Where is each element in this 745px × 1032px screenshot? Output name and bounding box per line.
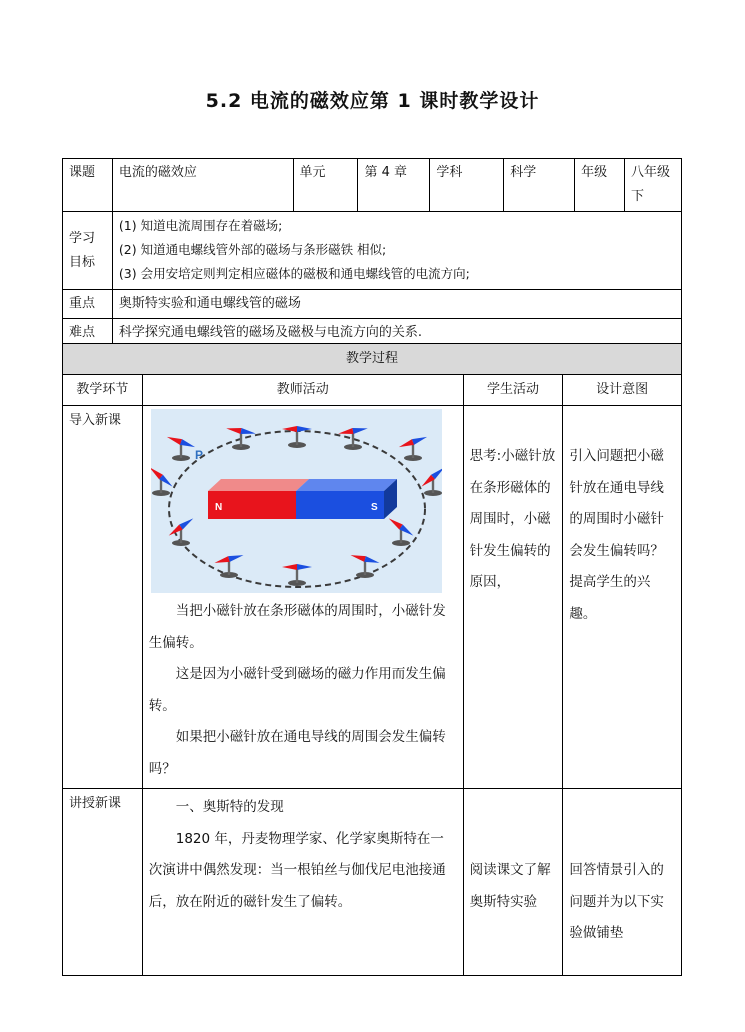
goals-list <box>112 212 681 290</box>
document-title: 5.2 电流的磁效应第 1 课时教学设计 <box>205 90 540 112</box>
table-row <box>63 789 682 976</box>
goal-item: (1) 知道电流周围存在着磁场; <box>118 218 283 233</box>
teacher-activity-cell <box>142 406 463 789</box>
subject-value: 科学 <box>504 159 575 212</box>
grade-line-1: 八年级 <box>631 165 671 180</box>
goal-item: (3) 会用安培定则判定相应磁体的磁极和通电螺线管的电流方向; <box>118 266 470 281</box>
goal-item: (2) 知道通电螺线管外部的磁场与条形磁铁 相似; <box>118 242 387 257</box>
stage-cell: 讲授新课 <box>63 789 143 976</box>
header-intent: 设计意图 <box>563 375 682 406</box>
design-intent-cell <box>563 406 682 789</box>
design-intent-text: 引入问题把小磁针放在通电导线的周围时小磁针会发生偏转吗？提高学生的兴趣。 <box>569 448 664 622</box>
grade-value <box>625 159 682 212</box>
topic-value: 电流的磁效应 <box>112 159 293 212</box>
magnet-s-label: S <box>370 502 378 513</box>
student-activity-text: 阅读课文了解奥斯特实验 <box>469 862 551 910</box>
point-p-label: P <box>194 448 203 462</box>
magnet-top-north <box>208 479 309 491</box>
goals-label <box>63 212 113 290</box>
student-activity-text: 思考:小磁针放在条形磁体的周围时，小磁针发生偏转的原因， <box>469 448 556 590</box>
magnet-top-south <box>296 479 397 491</box>
topic-label: 课题 <box>63 159 113 212</box>
student-activity-cell <box>463 789 563 976</box>
grade-line-2: 下 <box>631 189 645 204</box>
student-activity-cell <box>463 406 563 789</box>
teacher-activity-cell <box>142 789 463 976</box>
unit-label: 单元 <box>293 159 358 212</box>
teacher-paragraph: 这是因为小磁针受到磁场的磁力作用而发生偏转。 <box>148 666 446 714</box>
bar-magnet-compass-illustration <box>151 409 442 593</box>
teaching-process-table <box>62 343 682 976</box>
key-label: 重点 <box>63 290 113 319</box>
lesson-info-table <box>62 158 682 348</box>
teacher-paragraph: 1820 年，丹麦物理学家、化学家奥斯特在一次演讲中偶然发现：当一根铂丝与伽伐尼电池接通后，放在附近的磁针发生了偏转。 <box>148 830 446 910</box>
difficulty-label: 难点 <box>63 319 113 348</box>
table-row <box>63 406 682 789</box>
header-student: 学生活动 <box>463 375 563 406</box>
teacher-paragraph: 当把小磁针放在条形磁体的周围时，小磁针发生偏转。 <box>148 603 446 651</box>
key-value: 奥斯特实验和通电螺线管的磁场 <box>112 290 681 319</box>
magnet-n-label: N <box>214 502 222 513</box>
design-intent-text: 回答情景引入的问题并为以下实验做铺垫 <box>569 862 664 941</box>
design-intent-cell <box>563 789 682 976</box>
subject-label: 学科 <box>430 159 504 212</box>
header-teacher: 教师活动 <box>142 375 463 406</box>
section-heading: 一、奥斯特的发现 <box>175 799 284 815</box>
grade-label: 年级 <box>575 159 625 212</box>
teacher-paragraph: 如果把小磁针放在通电导线的周围会发生偏转吗？ <box>148 729 446 777</box>
difficulty-value: 科学探究通电螺线管的磁场及磁极与电流方向的关系. <box>112 319 681 348</box>
header-stage: 教学环节 <box>63 375 143 406</box>
process-title: 教学过程 <box>63 344 682 375</box>
goals-label-line-2: 目标 <box>69 254 96 270</box>
stage-cell: 导入新课 <box>63 406 143 789</box>
unit-value: 第 4 章 <box>358 159 430 212</box>
goals-label-line-1: 学习 <box>69 230 96 246</box>
